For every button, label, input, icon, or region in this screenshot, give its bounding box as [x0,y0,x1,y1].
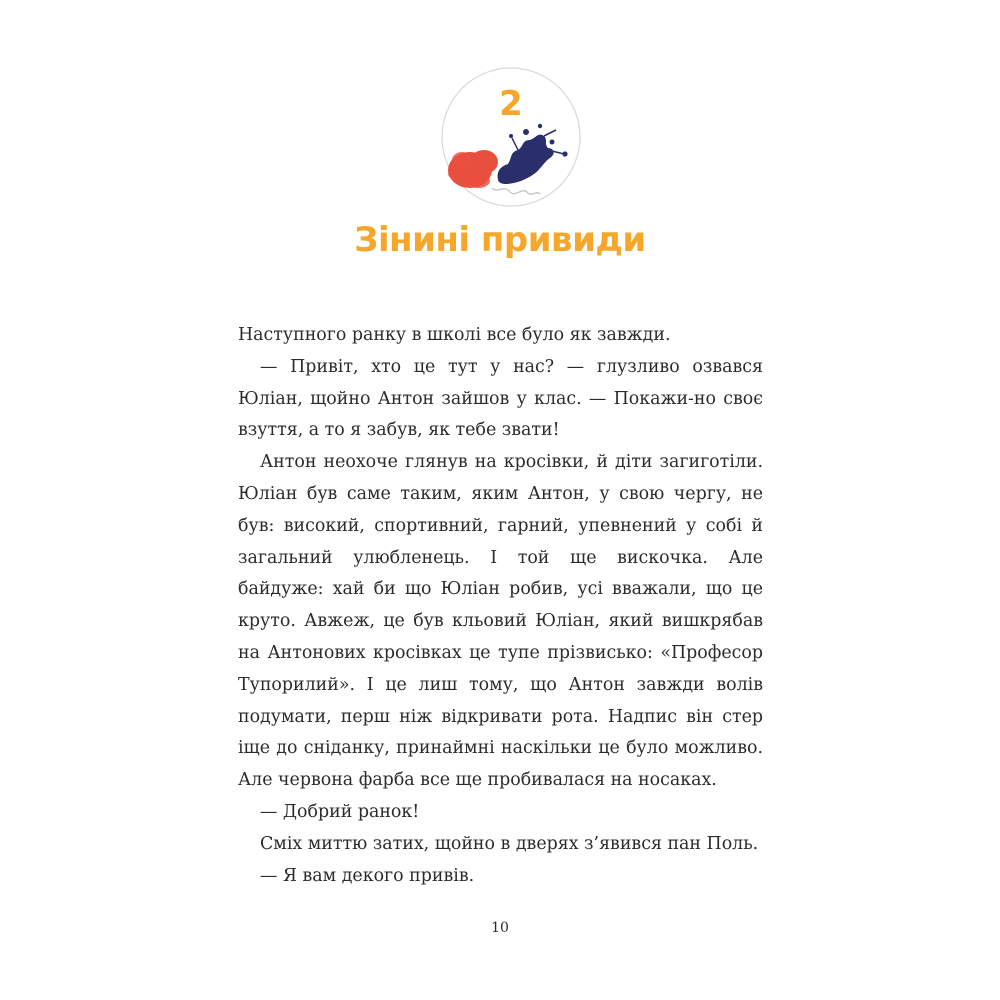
drip-line [492,188,540,194]
page-number: 10 [491,920,509,936]
paragraph: Наступного ранку в школі все було як завжди. [238,325,671,345]
red-paint-splash [448,150,498,188]
paragraph: Сміх миттю затих, щойно в дверях з’явився пан Поль. [260,833,759,854]
paragraph: Антон неохоче глянув на кросівки, й діти загиготіли. Юліан був саме таким, яким Антон, у свою чергу, не був: високий, спортивний, гарний, упевнений у собі й загальний улюбленець. І той ще вискочка. Але байдуже: хай би що Юліан робив, усі вважали, що це круто. Авжеж, це був кльовий Юліан, який вишкрябав на Антонових кросівках це тупе прізвисько: «Професор Тупорилий». І це лиш тому, що Антон завжди волів подумати, перш ніж відкривати рота. Надпис він стер іще до сніданку, принаймні наскільки це було можливо. Але червона фарба все ще пробивалася на носаках. [238,452,763,791]
paragraph: — Я вам декого привів. [260,865,475,886]
chapter-number: 2 [499,84,523,124]
chapter-title: Зінині привиди [354,220,646,260]
paragraph: — Привіт, хто це тут у нас? — глузливо озвався Юліан, щойно Антон зайшов у клас. — Покажи-но своє взуття, а то я забув, як тебе звати! [238,356,763,441]
chapter-body-text [238,320,763,892]
blue-ink-blot [498,124,568,184]
paragraph: — Добрий ранок! [260,801,420,822]
